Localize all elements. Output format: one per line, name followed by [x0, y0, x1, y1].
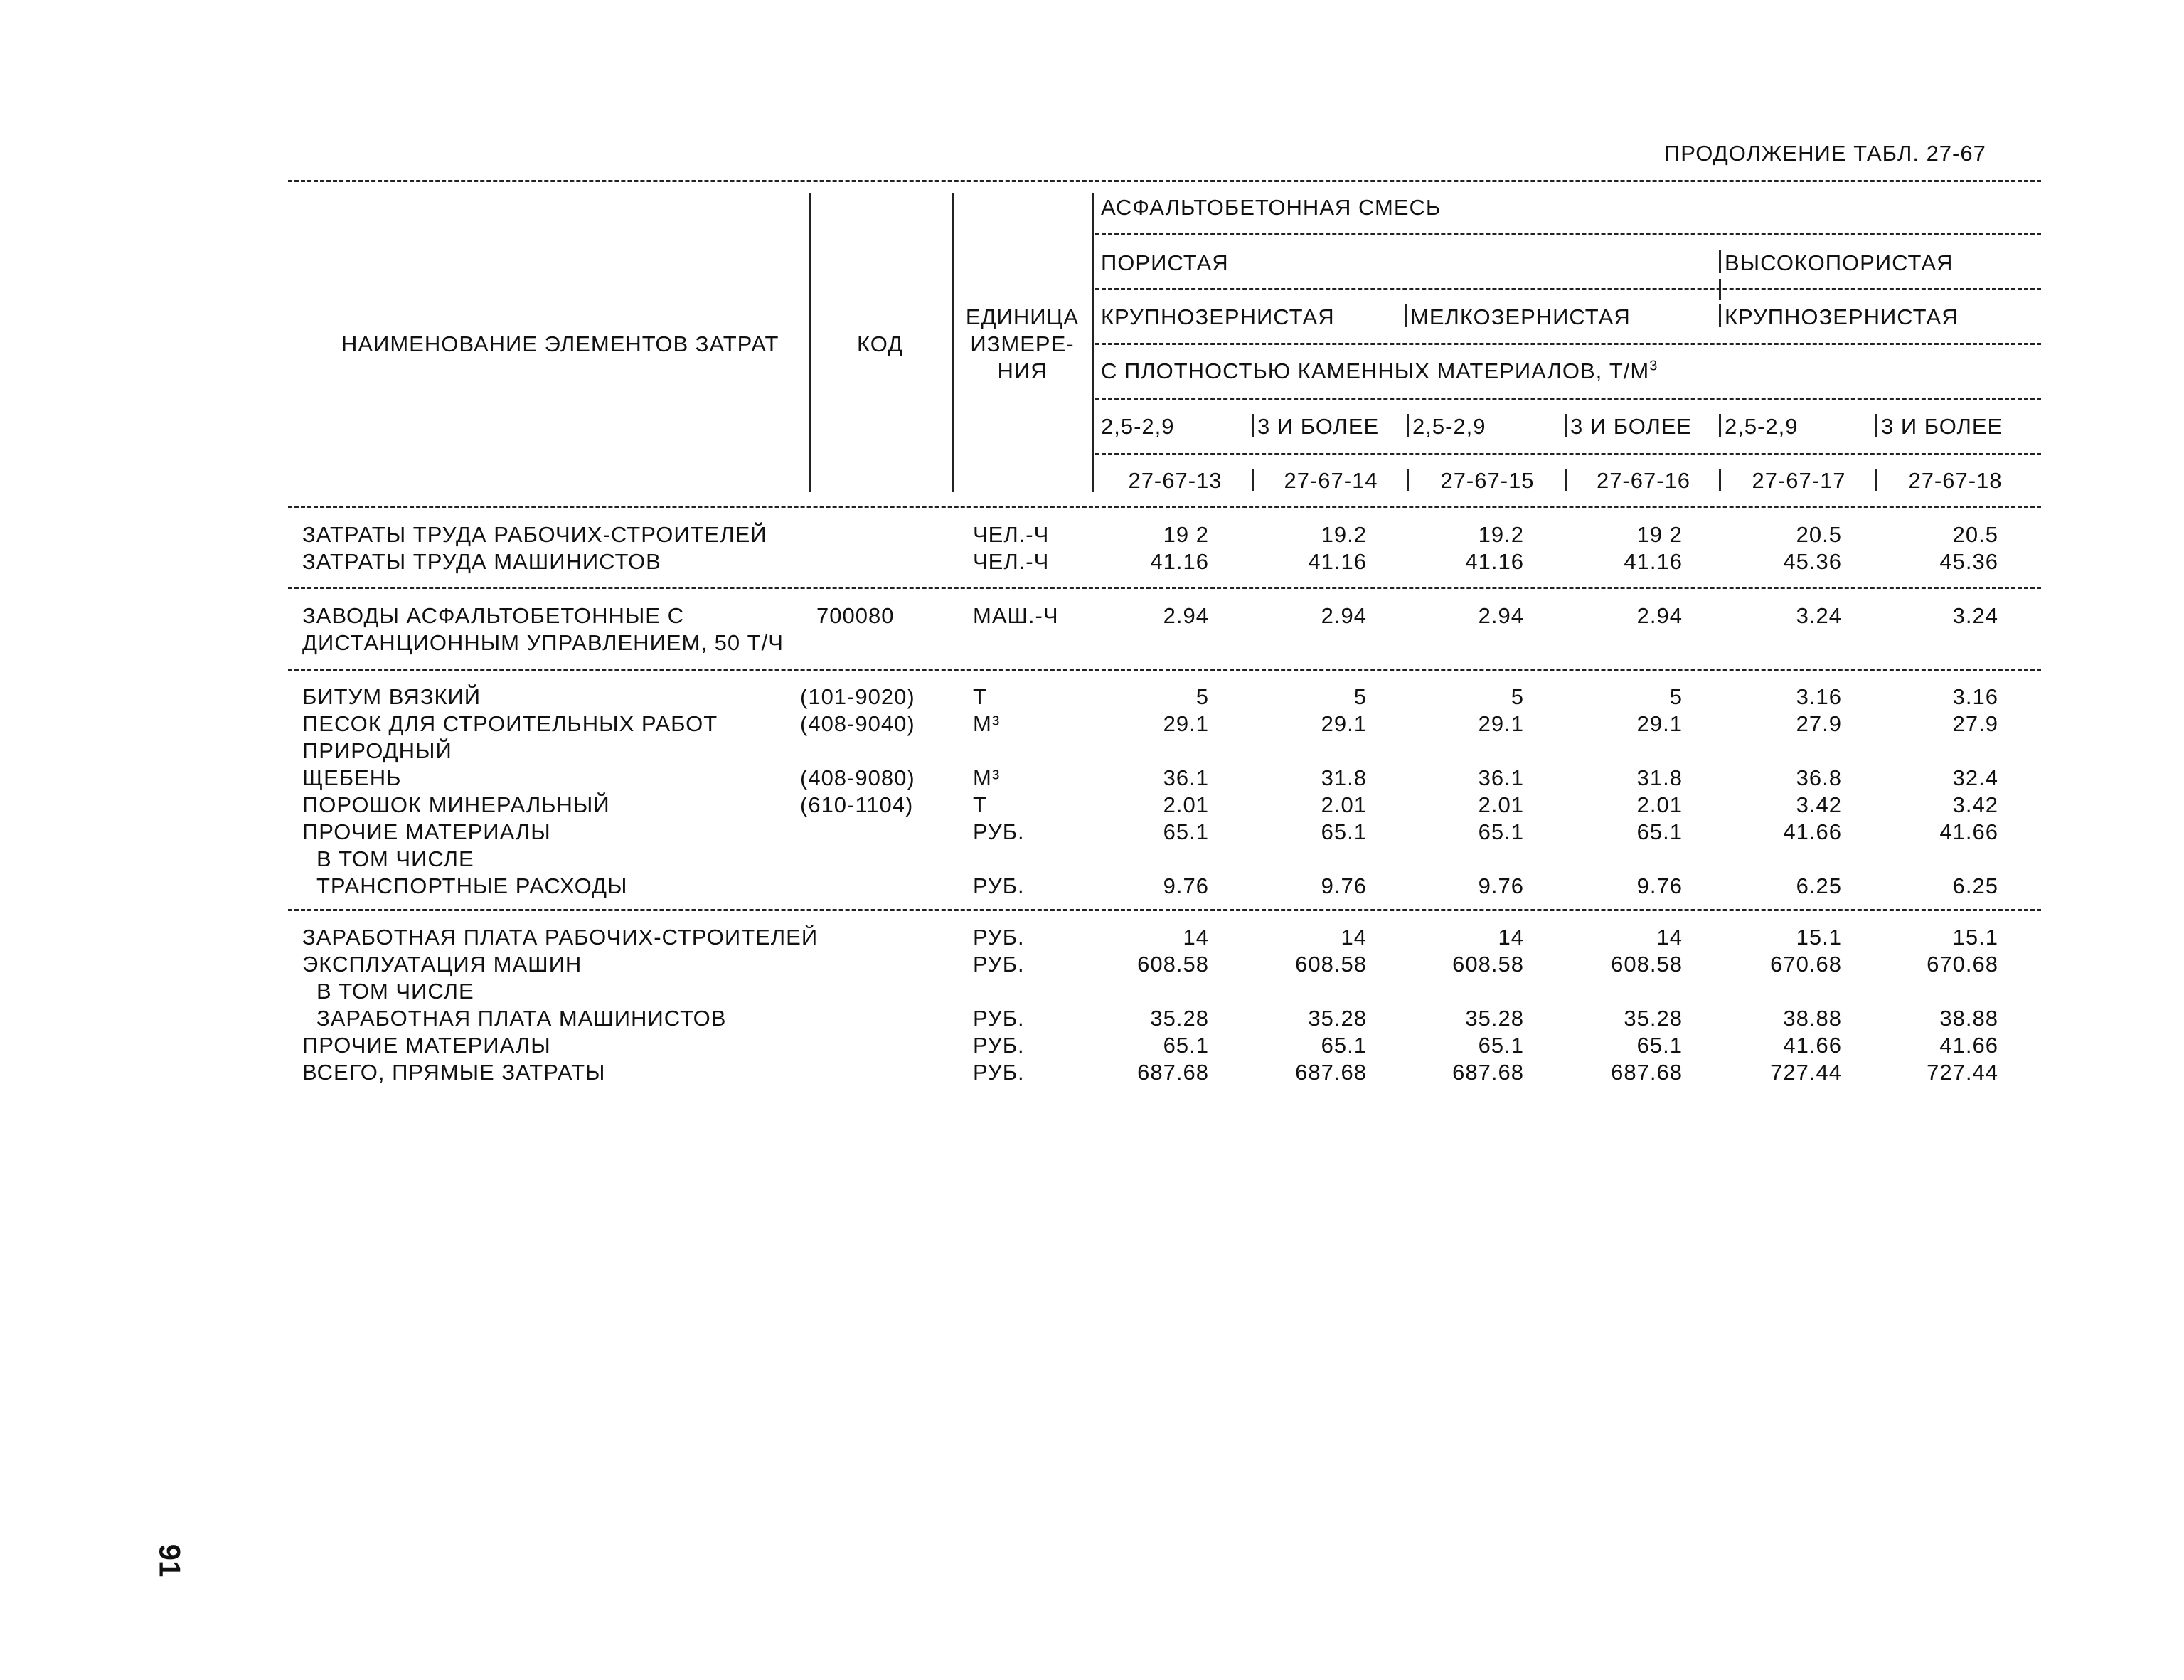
header-unit-line-1: ЕДИНИЦА	[965, 304, 1080, 329]
row-name: ЗАТРАТЫ ТРУДА РАБОЧИХ-СТРОИТЕЛЕЙ	[302, 522, 767, 547]
range-sep-4	[1719, 414, 1721, 437]
header-mixture: АСФАЛЬТОБЕТОННАЯ СМЕСЬ	[1101, 195, 1442, 220]
row-value: 608.58	[1452, 952, 1524, 977]
row-value: 608.58	[1611, 952, 1683, 977]
row-unit: ЧЕЛ.-Ч	[973, 549, 1050, 574]
row-unit: РУБ.	[973, 873, 1025, 898]
row-value: 19 2	[1163, 522, 1209, 547]
row-value: 3.16	[1952, 684, 1998, 709]
row-value: 2.01	[1478, 792, 1524, 817]
row-name: ПРОЧИЕ МАТЕРИАЛЫ	[302, 819, 551, 844]
row-value: 687.68	[1295, 1060, 1367, 1085]
row-value: 41.16	[1624, 549, 1683, 574]
header-code-1: 27-67-13	[1128, 468, 1222, 493]
row-value: 41.66	[1939, 819, 1998, 844]
row-value: 35.28	[1308, 1006, 1367, 1031]
row-code: (101-9020)	[800, 684, 915, 709]
header-code-column: КОД	[857, 331, 904, 356]
row-name: ЩЕБЕНЬ	[302, 765, 402, 790]
row-value: 38.88	[1939, 1006, 1998, 1031]
header-code-5: 27-67-17	[1752, 468, 1846, 493]
row-value: 27.9	[1796, 711, 1842, 736]
page-number: 91	[153, 1543, 187, 1578]
table-caption: ПРОДОЛЖЕНИЕ ТАБЛ. 27-67	[1664, 141, 1986, 166]
code-sep-5	[1875, 469, 1877, 491]
row-value: 29.1	[1636, 711, 1683, 736]
row-value: 2.01	[1321, 792, 1367, 817]
header-range-1: 2,5-2,9	[1101, 414, 1175, 439]
row-name: ПРИРОДНЫЙ	[302, 738, 452, 763]
header-coarse-1: КРУПНОЗЕРНИСТАЯ	[1101, 304, 1335, 329]
row-unit: МАШ.-Ч	[973, 603, 1059, 628]
row-name: ЗАТРАТЫ ТРУДА МАШИНИСТОВ	[302, 549, 661, 574]
row-unit: Т	[973, 792, 987, 817]
row-value: 36.1	[1478, 765, 1524, 790]
header-high-porous: ВЫСОКОПОРИСТАЯ	[1725, 250, 1954, 275]
row-value: 41.16	[1308, 549, 1367, 574]
row-value: 41.66	[1939, 1033, 1998, 1058]
header-fine: МЕЛКОЗЕРНИСТАЯ	[1410, 304, 1631, 329]
row-value: 32.4	[1952, 765, 1998, 790]
row-value: 2.94	[1636, 603, 1683, 628]
row-value: 65.1	[1478, 819, 1524, 844]
row-value: 19.2	[1321, 522, 1367, 547]
row-value: 29.1	[1163, 711, 1209, 736]
row-value: 15.1	[1796, 925, 1842, 950]
row-value: 9.76	[1636, 873, 1683, 898]
row-value: 727.44	[1927, 1060, 1998, 1085]
header-bottom-rule	[288, 506, 2041, 508]
row-value: 727.44	[1770, 1060, 1842, 1085]
row-value: 3.42	[1796, 792, 1842, 817]
row-name: ПРОЧИЕ МАТЕРИАЛЫ	[302, 1033, 551, 1058]
row-value: 3.24	[1796, 603, 1842, 628]
row-name: ПОРОШОК МИНЕРАЛЬНЫЙ	[302, 792, 610, 817]
row-value: 3.42	[1952, 792, 1998, 817]
row-value: 35.28	[1150, 1006, 1209, 1031]
range-sep-1	[1252, 414, 1254, 437]
values-column-left-border	[1092, 193, 1094, 492]
range-sep-2	[1407, 414, 1409, 437]
code-column-left-border	[809, 193, 811, 492]
range-sep-3	[1565, 414, 1567, 437]
header-split-coarse-2	[1719, 304, 1721, 327]
row-name: ЭКСПЛУАТАЦИЯ МАШИН	[302, 952, 582, 977]
row-value: 31.8	[1321, 765, 1367, 790]
row-value: 14	[1341, 925, 1367, 950]
header-rule-3	[1095, 343, 2041, 345]
row-name: ДИСТАНЦИОННЫМ УПРАВЛЕНИЕМ, 50 Т/Ч	[302, 630, 784, 655]
row-value: 608.58	[1137, 952, 1209, 977]
header-name-column: НАИМЕНОВАНИЕ ЭЛЕМЕНТОВ ЗАТРАТ	[341, 331, 779, 356]
row-unit: М³	[973, 711, 1001, 736]
header-range-5: 2,5-2,9	[1725, 414, 1799, 439]
row-value: 19 2	[1636, 522, 1683, 547]
row-value: 20.5	[1952, 522, 1998, 547]
header-porous: ПОРИСТАЯ	[1101, 250, 1229, 275]
row-value: 2.01	[1163, 792, 1209, 817]
header-code-3: 27-67-15	[1440, 468, 1535, 493]
row-name: В ТОМ ЧИСЛЕ	[316, 979, 474, 1004]
header-unit-line-2: ИЗМЕРЕ-	[970, 331, 1075, 356]
row-value: 35.28	[1465, 1006, 1524, 1031]
code-sep-4	[1719, 469, 1721, 491]
row-unit: РУБ.	[973, 925, 1025, 950]
row-unit: РУБ.	[973, 1033, 1025, 1058]
row-value: 41.66	[1783, 819, 1842, 844]
row-value: 2.94	[1321, 603, 1367, 628]
row-name: ЗАРАБОТНАЯ ПЛАТА МАШИНИСТОВ	[316, 1006, 727, 1031]
header-range-6: 3 И БОЛЕЕ	[1881, 414, 2003, 439]
row-unit: М³	[973, 765, 1001, 790]
row-value: 3.16	[1796, 684, 1842, 709]
unit-column-left-border	[952, 193, 954, 492]
row-value: 45.36	[1939, 549, 1998, 574]
row-name: В ТОМ ЧИСЛЕ	[316, 846, 474, 871]
row-value: 9.76	[1321, 873, 1367, 898]
header-code-4: 27-67-16	[1596, 468, 1691, 493]
row-value: 5	[1195, 684, 1209, 709]
row-value: 41.16	[1465, 549, 1524, 574]
header-split-porous	[1719, 250, 1721, 273]
row-value: 14	[1183, 925, 1209, 950]
row-value: 65.1	[1321, 1033, 1367, 1058]
row-value: 29.1	[1321, 711, 1367, 736]
code-sep-1	[1252, 469, 1254, 491]
header-range-4: 3 И БОЛЕЕ	[1570, 414, 1693, 439]
row-name: ЗАВОДЫ АСФАЛЬТОБЕТОННЫЕ С	[302, 603, 684, 628]
header-range-2: 3 И БОЛЕЕ	[1257, 414, 1380, 439]
row-unit: РУБ.	[973, 1006, 1025, 1031]
header-rule-5	[1095, 453, 2041, 455]
row-name: БИТУМ ВЯЗКИЙ	[302, 684, 481, 709]
table-top-rule	[288, 180, 2041, 182]
row-unit: Т	[973, 684, 987, 709]
row-value: 9.76	[1163, 873, 1209, 898]
section-rule-2	[288, 669, 2041, 671]
header-rule-4	[1095, 398, 2041, 400]
row-value: 2.01	[1636, 792, 1683, 817]
row-value: 65.1	[1163, 819, 1209, 844]
row-code: (610-1104)	[800, 792, 914, 817]
header-rule-2	[1095, 288, 2041, 290]
row-value: 41.16	[1150, 549, 1209, 574]
row-value: 670.68	[1927, 952, 1998, 977]
row-value: 38.88	[1783, 1006, 1842, 1031]
header-code-2: 27-67-14	[1284, 468, 1378, 493]
row-name: ЗАРАБОТНАЯ ПЛАТА РАБОЧИХ-СТРОИТЕЛЕЙ	[302, 925, 819, 950]
row-value: 41.66	[1783, 1033, 1842, 1058]
row-value: 687.68	[1137, 1060, 1209, 1085]
header-range-3: 2,5-2,9	[1412, 414, 1486, 439]
row-unit: РУБ.	[973, 819, 1025, 844]
range-sep-5	[1875, 414, 1877, 437]
row-value: 65.1	[1636, 1033, 1683, 1058]
code-sep-2	[1407, 469, 1409, 491]
row-value: 687.68	[1611, 1060, 1683, 1085]
row-value: 14	[1656, 925, 1683, 950]
row-code: (408-9040)	[800, 711, 915, 736]
row-unit: РУБ.	[973, 952, 1025, 977]
row-value: 29.1	[1478, 711, 1524, 736]
row-name: ТРАНСПОРТНЫЕ РАСХОДЫ	[316, 873, 628, 898]
row-value: 19.2	[1478, 522, 1524, 547]
row-value: 27.9	[1952, 711, 1998, 736]
row-value: 14	[1498, 925, 1524, 950]
header-density: С ПЛОТНОСТЬЮ КАМЕННЫХ МАТЕРИАЛОВ, $Т/М^3$	[1101, 358, 1658, 383]
row-unit: РУБ.	[973, 1060, 1025, 1085]
row-value: 36.8	[1796, 765, 1842, 790]
row-value: 2.94	[1478, 603, 1524, 628]
row-name: ВСЕГО, ПРЯМЫЕ ЗАТРАТЫ	[302, 1060, 606, 1085]
row-value: 65.1	[1321, 819, 1367, 844]
row-value: 6.25	[1952, 873, 1998, 898]
code-sep-3	[1565, 469, 1567, 491]
section-rule-1	[288, 587, 2041, 589]
row-value: 2.94	[1163, 603, 1209, 628]
row-value: 670.68	[1770, 952, 1842, 977]
row-unit: ЧЕЛ.-Ч	[973, 522, 1050, 547]
row-value: 31.8	[1636, 765, 1683, 790]
row-name: ПЕСОК ДЛЯ СТРОИТЕЛЬНЫХ РАБОТ	[302, 711, 718, 736]
row-value: 65.1	[1636, 819, 1683, 844]
row-value: 3.24	[1952, 603, 1998, 628]
row-value: 15.1	[1952, 925, 1998, 950]
row-value: 5	[1669, 684, 1683, 709]
row-value: 65.1	[1163, 1033, 1209, 1058]
row-value: 6.25	[1796, 873, 1842, 898]
row-code: (408-9080)	[800, 765, 915, 790]
header-split-porous-2	[1719, 279, 1721, 300]
row-value: 687.68	[1452, 1060, 1524, 1085]
section-rule-3	[288, 909, 2041, 911]
row-value: 608.58	[1295, 952, 1367, 977]
header-unit-line-3: НИЯ	[997, 358, 1048, 383]
row-value: 36.1	[1163, 765, 1209, 790]
row-code: 700080	[816, 603, 895, 628]
row-value: 9.76	[1478, 873, 1524, 898]
row-value: 45.36	[1783, 549, 1842, 574]
header-code-6: 27-67-18	[1908, 468, 2003, 493]
header-split-fine	[1405, 304, 1407, 327]
row-value: 65.1	[1478, 1033, 1524, 1058]
header-rule-1	[1095, 233, 2041, 235]
row-value: 5	[1511, 684, 1524, 709]
row-value: 35.28	[1624, 1006, 1683, 1031]
header-coarse-2: КРУПНОЗЕРНИСТАЯ	[1725, 304, 1959, 329]
row-value: 5	[1353, 684, 1367, 709]
row-value: 20.5	[1796, 522, 1842, 547]
